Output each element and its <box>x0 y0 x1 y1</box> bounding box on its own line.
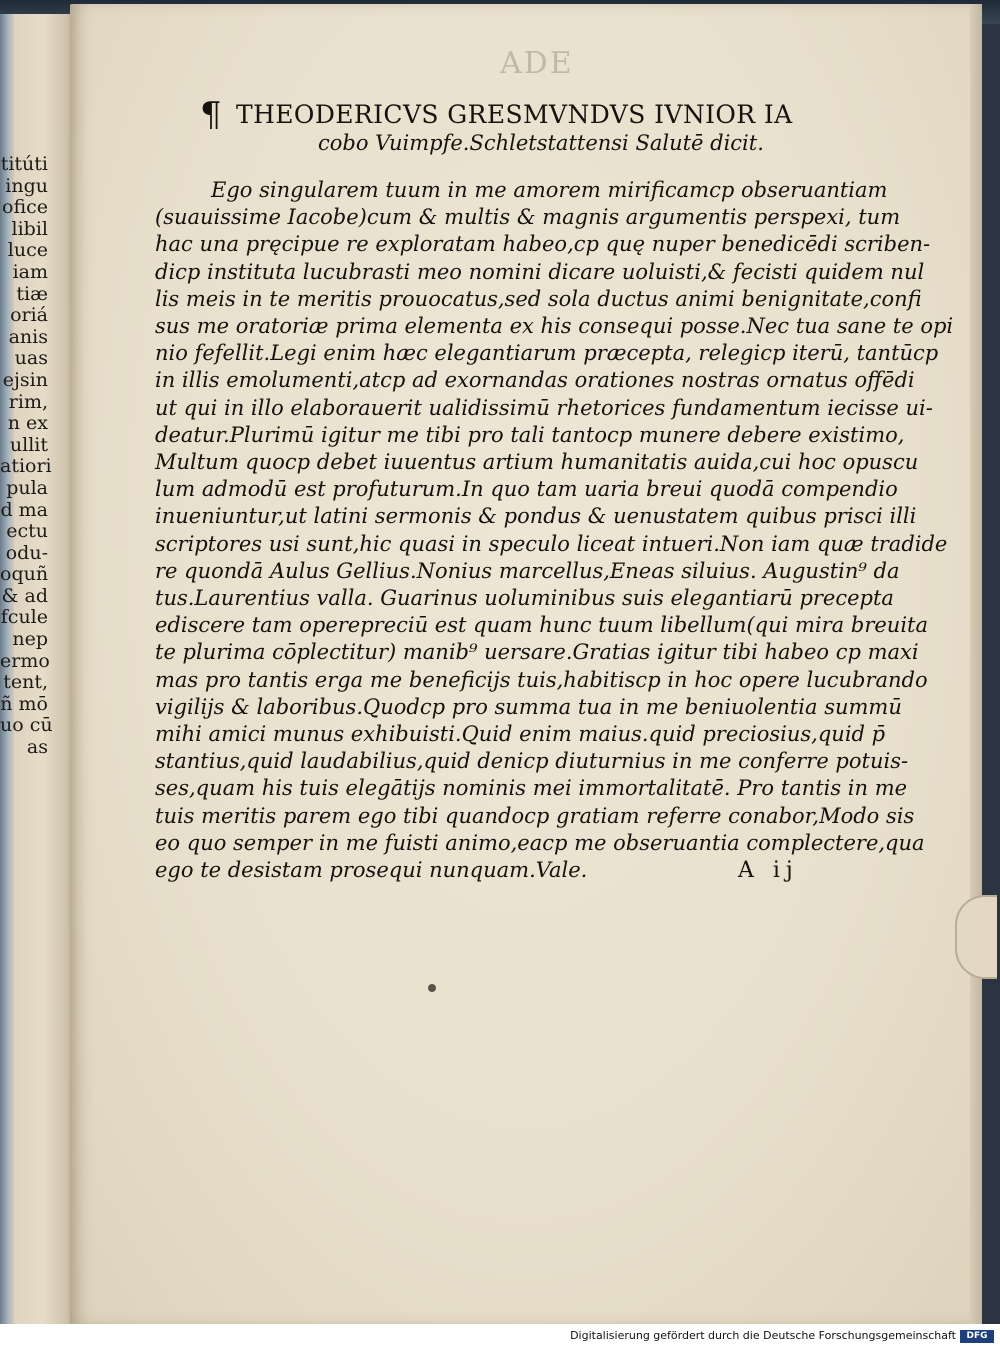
margin-line: n ex <box>7 412 48 435</box>
margin-line: libil <box>11 217 48 240</box>
text-line: ediscere tam operepreciū est quam hunc tuum libellum(qui mira breuita <box>155 613 928 638</box>
margin-line: fcule <box>0 606 48 629</box>
signature-mark: A ij <box>738 858 799 883</box>
text-line: Multum quocp debet iuuentus artium humanitatis auida,cui hoc opuscu <box>155 450 919 475</box>
text-line: mas pro tantis erga me beneficijs tuis,habitiscp in hoc opere lucubrando <box>155 667 928 692</box>
margin-line: pula <box>6 476 48 499</box>
margin-line: tent, <box>3 671 48 694</box>
pilcrow-icon: ¶ <box>200 95 222 135</box>
margin-line: rim, <box>8 390 48 413</box>
footer-credit: Digitalisierung gefördert durch die Deutsche Forschungsgemeinschaft <box>570 1329 956 1342</box>
letter-body <box>155 177 954 884</box>
margin-line: luce <box>7 239 48 262</box>
text-line: ego te desistam prosequi nunquam.Vale. <box>155 858 588 883</box>
heading-line-1: THEODERICVS GRESMVNDVS IVNIOR IA <box>236 100 793 129</box>
margin-line: ingu <box>5 174 48 197</box>
margin-line: d ma <box>0 498 48 521</box>
margin-line: nep <box>12 628 48 651</box>
page-clip <box>955 895 997 979</box>
margin-line: & ad <box>1 584 48 607</box>
text-line: tuis meritis parem ego tibi quandocp gratiam referre conabor,Modo sis <box>155 803 915 828</box>
text-line: tus.Laurentius valla. Guarinus uoluminibus suis elegantiarū precepta <box>155 586 894 611</box>
margin-line: atiori <box>0 455 52 478</box>
text-line: deatur.Plurimū igitur me tibi pro tali tantocp munere debere existimo, <box>155 422 905 447</box>
margin-line: titúti <box>0 153 48 175</box>
left-page-margin-text <box>0 153 53 759</box>
text-line: vigilijs & laboribus.Quodcp pro summa tua in me beniuolentia summū <box>155 694 902 719</box>
margin-line: ejsin <box>2 368 48 391</box>
margin-line: ermo <box>0 649 50 672</box>
text-line: re quondā Aulus Gellius.Nonius marcellus,Eneas siluius. Augustin⁹ da <box>155 558 900 583</box>
footer-bar <box>0 1324 1000 1348</box>
text-line: in illis emolumenti,atcp ad exornandas orationes nostras ornatus offēdi <box>155 368 915 393</box>
margin-line: ullit <box>9 433 48 456</box>
text-line: mihi amici munus exhibuisti.Quid enim maius.quid preciosius,quid p̄ <box>155 722 886 747</box>
page-edge <box>970 4 982 1324</box>
text-line: dicp instituta lucubrasti meo nomini dicare uoluisti,& fecisti quidem nul <box>155 259 925 284</box>
ink-spot <box>428 984 436 992</box>
heading-line-2: cobo Vuimpfe.Schletstattensi Salutē dicit. <box>318 131 764 155</box>
margin-line: tiæ <box>16 282 48 305</box>
text-line: scriptores usi sunt,hic quasi in speculo liceat intueri.Non iam quæ tradide <box>155 531 948 556</box>
text-line: (suauissime Iacobe)cum & multis & magnis argumentis perspexi, tum <box>155 205 901 230</box>
dfg-logo: DFG <box>960 1330 994 1343</box>
margin-line: iam <box>12 260 48 283</box>
text-line: nio fefellit.Legi enim hæc elegantiarum præcepta, relegicp iterū, tantūcp <box>155 341 939 366</box>
text-line: sus me oratoriæ prima elementa ex his consequi posse.Nec tua sane te opi <box>155 314 954 339</box>
margin-line: ectu <box>6 520 48 543</box>
text-line: eo quo semper in me fuisti animo,eacp me obseruantia complectere,qua <box>155 830 925 855</box>
text-line: inueniuntur,ut latini sermonis & pondus & uenustatem quibus prisci illi <box>155 504 917 529</box>
margin-line: anis <box>8 325 48 348</box>
text-line: lum admodū est profuturum.In quo tam uaria breui quodā compendio <box>155 477 898 502</box>
margin-line: uo cū <box>0 714 53 737</box>
text-line: hac una pręcipue re exploratam habeo,cp quę nuper benedicēdi scriben- <box>155 232 931 257</box>
margin-line: oriá <box>10 304 48 327</box>
margin-line: as <box>26 736 48 759</box>
left-facing-page <box>0 14 78 1324</box>
margin-line: ofice <box>2 196 48 219</box>
text-line: te plurima cōplectitur) manib⁹ uersare.Gratias igitur tibi habeo cp maxi <box>155 640 919 665</box>
text-line: Ego singularem tuum in me amorem mirificamcp obseruantiam <box>211 178 888 202</box>
margin-line: odu- <box>5 541 48 564</box>
text-line: ses,quam his tuis elegātijs nominis mei immortalitatē. Pro tantis in me <box>155 776 908 801</box>
text-line: ut qui in illo elaborauerit ualidissimū rhetorices fundamentum iecisse ui- <box>155 395 933 420</box>
text-line: lis meis in te meritis prouocatus,sed sola ductus animi benignitate,confi <box>155 286 922 311</box>
ghost-mark: ADE <box>500 46 574 81</box>
margin-line: oquñ <box>0 563 49 586</box>
text-line: stantius,quid laudabilius,quid denicp diuturnius in me conferre potuis- <box>155 749 909 774</box>
margin-line: ñ mō <box>0 692 48 715</box>
margin-line: uas <box>14 347 48 370</box>
